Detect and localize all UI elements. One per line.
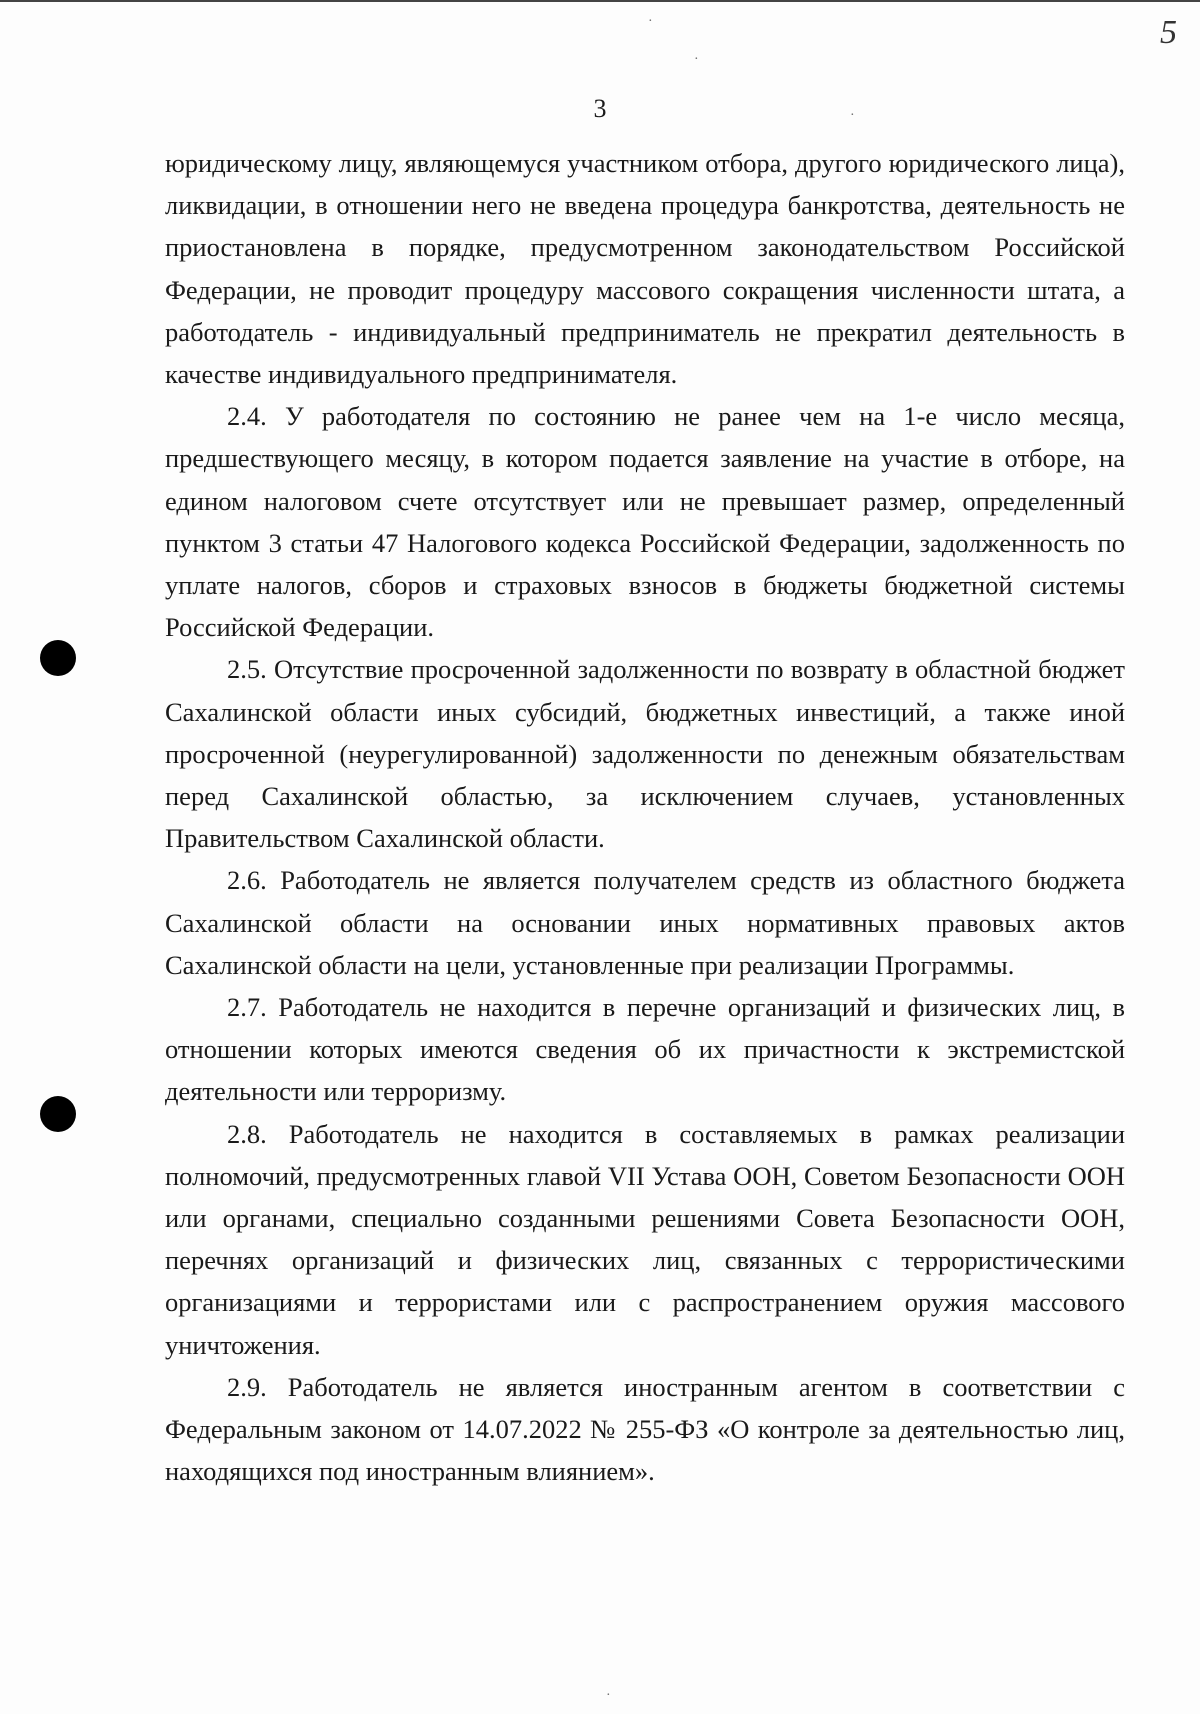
paragraph-2-9: 2.9. Работодатель не является иностранным агентом в соответствии с Федеральным законом от 14.07.2022 № 255-ФЗ «О контроле за деятельностью лиц, находящихся под иностранным влиянием». <box>165 1371 1125 1487</box>
scan-speck: · <box>694 52 699 67</box>
top-edge-rule <box>0 0 1200 2</box>
scan-speck: · <box>648 14 653 29</box>
paragraph-2-6: 2.6. Работодатель не является получателем средств из областного бюджета Сахалинской области на основании иных нормативных правовых актов Сахалинской области на цели, установленные при реализации Программы. <box>165 865 1125 980</box>
paragraph-2-5: 2.5. Отсутствие просроченной задолженности по возврату в областной бюджет Сахалинской области иных субсидий, бюджетных инвестиций, а также иной просроченной (неурегулированной) задолженности по денежным обязательствам перед Сахалинской областью, за исключением случаев, установленных Правительством Сахалинской области. <box>165 654 1125 854</box>
paragraph-2-4: 2.4. У работодателя по состоянию не ранее чем на 1-е число месяца, предшествующего месяцу, в котором подается заявление на участие в отборе, на едином налоговом счете отсутствует или не превышает размер, определенный пунктом 3 статьи 47 Налогового кодекса Российской Федерации, задолженность по уплате налогов, сборов и страховых взносов в бюджеты бюджетной системы Российской Федерации. <box>165 401 1125 643</box>
paragraph-2-8: 2.8. Работодатель не находится в составляемых в рамках реализации полномочий, предусмотренных главой VII Устава ООН, Советом Безопасности ООН или органами, специально созданными решениями Совета Безопасности ООН, перечнях организаций и физических лиц, связанных с террористическими организациями и террористами или с распространением оружия массового уничтожения. <box>165 1118 1125 1360</box>
page-number: 3 <box>593 94 607 123</box>
paragraph-continuation: юридическому лицу, являющемуся участником отбора, другого юридического лица), ликвидации, в отношении него не введена процедура банкротства, деятельность не приостановлена в порядке, предусмотренном законодательством Российской Федерации, не проводит процедуру массового сокращения численности штата, а работодатель - индивидуальный предприниматель не прекратил деятельность в качестве индивидуального предпринимателя. <box>165 148 1125 390</box>
punch-hole-icon <box>40 1096 76 1132</box>
handwritten-page-mark: 5 <box>1160 14 1177 51</box>
document-body <box>165 142 1125 1493</box>
paragraph-2-7: 2.7. Работодатель не находится в перечне организаций и физических лиц, в отношении которых имеются сведения об их причастности к экстремистской деятельности или терроризму. <box>165 992 1125 1107</box>
punch-hole-icon <box>40 640 76 676</box>
scan-speck: · <box>606 1688 611 1703</box>
scan-speck: · <box>850 108 855 123</box>
